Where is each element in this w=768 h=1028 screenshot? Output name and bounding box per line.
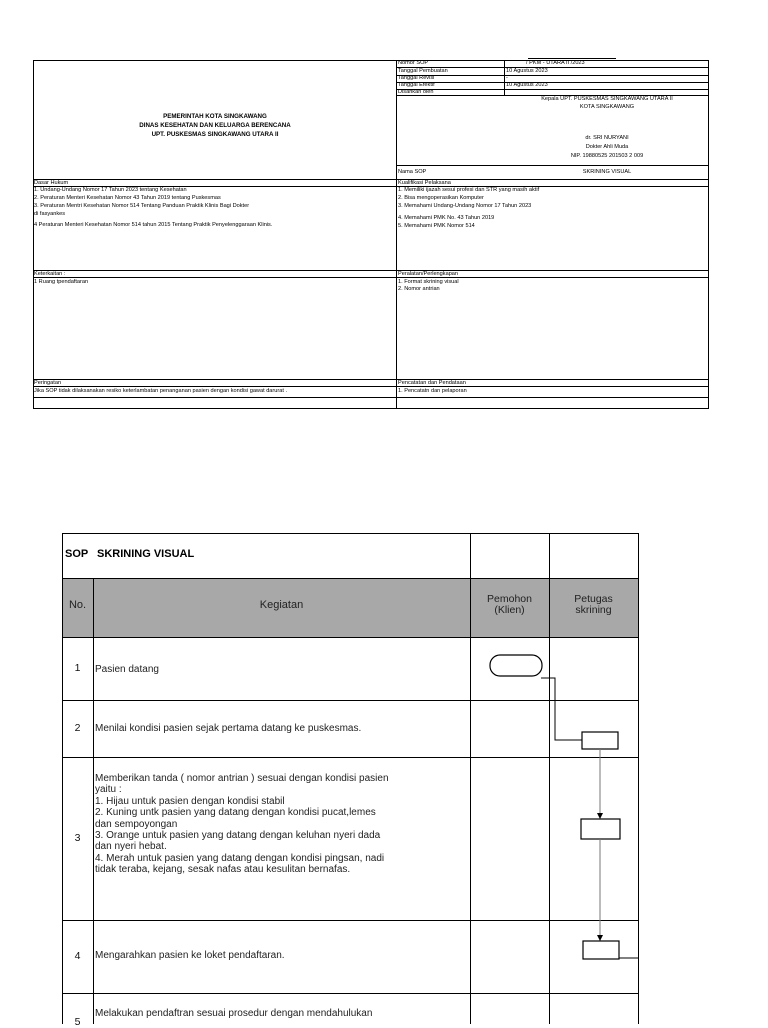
connector-line	[541, 678, 582, 740]
col-no-header: No.	[68, 599, 87, 611]
peringatan-label: Peringatan	[34, 380, 62, 386]
activity-line: 2. Kuning untk pasien yang datang dengan kondisi pucat,lemes	[95, 807, 376, 819]
row-number: 1	[74, 662, 81, 674]
signer-role: Dokter Ahli Muda	[585, 144, 629, 150]
tgl-pembuatan-label: Tanggal Pembuatan	[398, 68, 448, 74]
col-petugas-line: Petugas	[574, 593, 613, 605]
activity-line: dan sempoyongan	[95, 818, 178, 830]
activity-text: Melakukan pendaftran sesuai prosedur dengan mendahulukan	[95, 1008, 373, 1019]
col-pemohon-line: (Klien)	[494, 604, 525, 616]
peralatan-label: Peralatan/Perlengkapan	[398, 271, 459, 277]
peringatan-text: Jika SOP tidak dilaksanakan resiko keterlambatan penanganan pasien dengan kondisi gawat darurat .	[34, 388, 288, 394]
kualifikasi-item: 2. Bisa mengoperasikan Komputer	[398, 195, 484, 201]
col-pemohon-line: Pemohon	[487, 593, 532, 605]
tgl-pembuatan-value: 10 Agustus 2023	[506, 68, 548, 74]
kualifikasi-item: 3. Memahami Undang-Undang Nomor 17 Tahun 2023	[398, 203, 532, 209]
flow-sop-label: SOP	[65, 548, 89, 560]
kualifikasi-label: Kualifikasi Pelaksana	[398, 180, 451, 186]
row-number: 2	[74, 722, 81, 734]
activity-line: 4. Merah untuk pasien yang datang dengan kondisi pingsan, nadi	[95, 852, 385, 864]
kualifikasi-item: 5. Memahami PMK Nomor 514	[398, 223, 475, 229]
dasar-hukum-item: 1. Undang-Undang Nomor 17 Tahun 2023 tentang Kesehatan	[34, 187, 187, 193]
gov-line-3: UPT. PUSKESMAS SINGKAWANG UTARA II	[151, 131, 279, 138]
activity-line: Memberikan tanda ( nomor antrian ) sesuai dengan kondisi pasien	[95, 773, 389, 784]
activity-line: 1. Hijau untuk pasien dengan kondisi stabil	[95, 795, 285, 807]
signer-name: dr. SRI NURYANI	[585, 135, 629, 141]
activity-text: Mengarahkan pasien ke loket pendaftaran.	[95, 950, 285, 961]
col-petugas-line: skrining	[575, 604, 612, 616]
activity-line: dan nyeri hebat.	[95, 841, 167, 853]
dasar-hukum-item: 4 Peraturan Menteri Kesehatan Nomor 514 tahun 2015 Tentang Praktik Penyelenggaraan Klinis.	[34, 222, 273, 228]
signer-nip: NIP. 19880525 201503 2 009	[570, 153, 644, 159]
activity-line: yaitu :	[95, 784, 122, 796]
nama-sop-label: Nama SOP	[398, 169, 427, 175]
activity-text: Menilai kondisi pasien sejak pertama datang ke puskesmas.	[95, 723, 362, 734]
kualifikasi-item: 1. Memiliki ijazah sesui profesi dan STR yang masih aktif	[398, 187, 540, 193]
keterkaitan-item: 1 Ruang tpendaftaran	[34, 279, 89, 285]
dasar-hukum-item: di fasyankes	[34, 211, 66, 217]
dasar-hukum-item: 2. Peraturan Menteri Kesehatan Nomor 43 Tahun 2019 tentang Puskesmas	[34, 195, 221, 201]
nomor-sop-value: / PKM - UTARA II /2023	[526, 60, 585, 66]
start-terminator-shape	[490, 655, 542, 676]
nomor-sop-label: Nomor SOP	[398, 60, 429, 66]
activity-line: 3. Orange untuk pasien yang datang dengan keluhan nyeri dada	[95, 830, 381, 842]
process-box-step2	[582, 732, 618, 749]
row-number: 5	[74, 1016, 81, 1028]
kualifikasi-item: 4. Memahami PMK No. 43 Tahun 2019	[398, 215, 495, 221]
activity-line: tidak teraba, kejang, sesak nafas atau kesulitan bernafas.	[95, 864, 351, 876]
process-box-step4	[583, 941, 619, 959]
tgl-efektif-value: 10 Agustus 2023	[506, 82, 548, 88]
arrow-head	[597, 935, 603, 941]
process-box-step3	[581, 819, 620, 839]
tgl-revisi-value: -	[506, 75, 508, 81]
dasar-hukum-label: Dasar Hukum	[34, 180, 69, 186]
pencatatan-text: 1. Pencatatn dan pelaporan	[398, 388, 467, 394]
flow-sop-title: SKRINING VISUAL	[97, 548, 195, 560]
activity-text: Pasien datang	[95, 664, 159, 675]
gov-line-2: DINAS KESEHATAN DAN KELUARGA BERENCANA	[139, 122, 291, 129]
tgl-efektif-label: Tanggal Efektif	[398, 82, 435, 88]
disahkan-title-2: KOTA SINGKAWANG	[579, 104, 635, 110]
peralatan-item: 1. Format skrining visual	[398, 279, 459, 285]
dasar-hukum-item: 3. Peraturan Mentri Kesehatan Nomor 514 Tentang Panduan Praktik Klinis Bagi Dokter	[34, 203, 250, 209]
keterkaitan-label: Keterkaitan :	[34, 271, 66, 277]
nama-sop-value: SKRINING VISUAL	[582, 169, 632, 175]
row-number: 3	[74, 832, 81, 844]
gov-line-1: PEMERINTAH KOTA SINGKAWANG	[163, 113, 267, 120]
tgl-revisi-label: Tanggal Revisi	[398, 75, 435, 81]
pencatatan-label: Pencatatan dan Pendataan	[398, 380, 466, 386]
disahkan-label: Disahkan oleh	[398, 89, 434, 95]
peralatan-item: 2. Nomor antrian	[398, 286, 440, 292]
row-number: 4	[74, 950, 81, 962]
disahkan-title-1: Kepala UPT. PUSKESMAS SINGKAWANG UTARA II	[541, 96, 673, 102]
col-kegiatan-header: Kegiatan	[259, 599, 304, 611]
arrow-head	[597, 813, 603, 819]
